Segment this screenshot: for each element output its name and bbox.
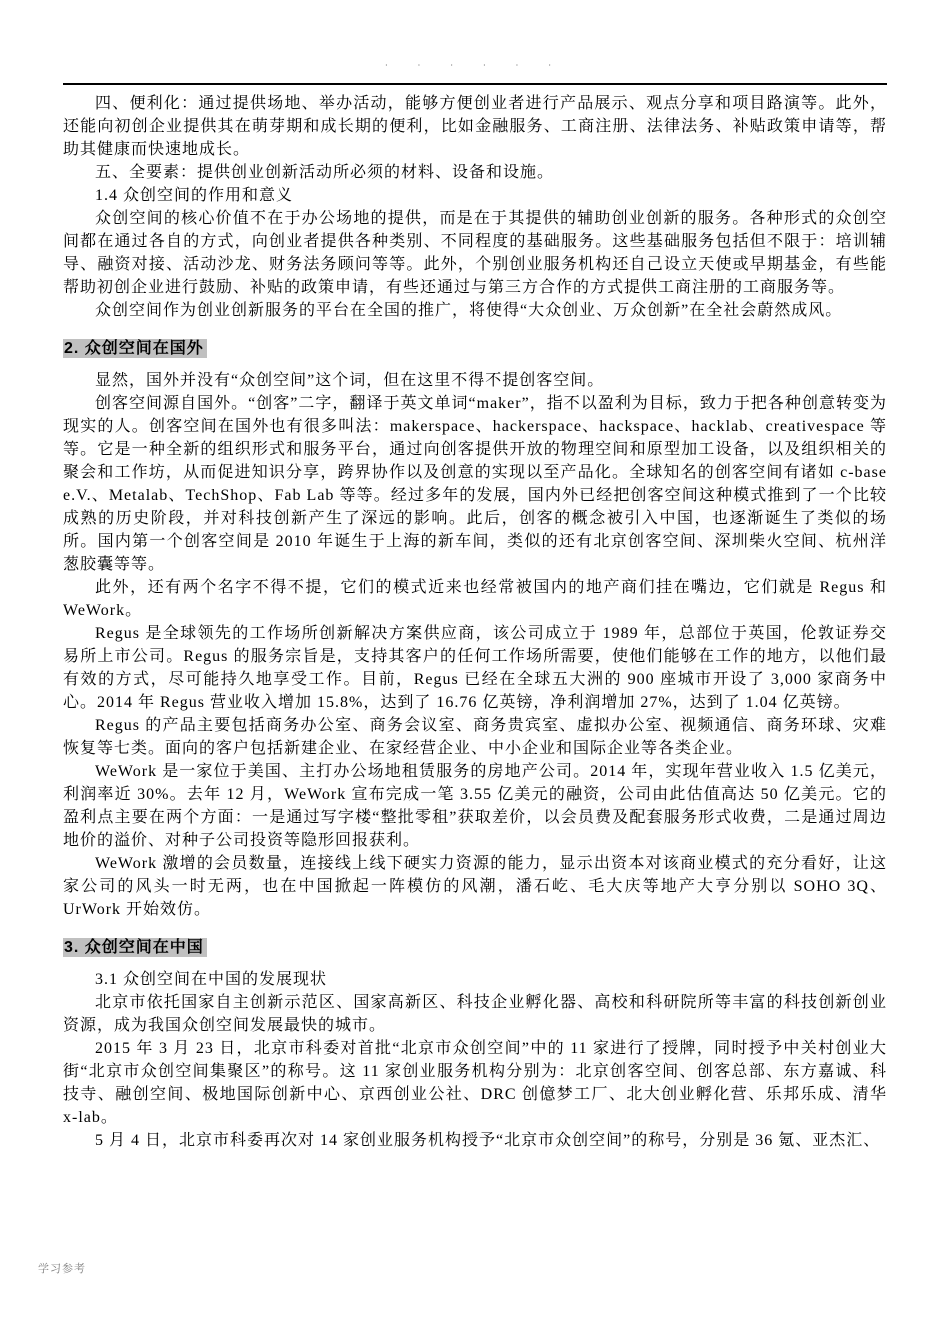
paragraph: 众创空间作为创业创新服务的平台在全国的推广，将使得“大众创业、万众创新”在全社会蔚然成风。 (95, 302, 843, 319)
paragraph: Regus 是全球领先的工作场所创新解决方案供应商，该公司成立于 1989 年，总部位于英国，伦敦证券交易所上市公司。Regus 的服务宗旨是，支持其客户的任何工作场所需要，使他们能够在工作的地方，以他们最有效的方式，尽可能持久地享受工作。目前，Regus 已经在全球五大洲的 900 座城市开设了 3,000 家商务中心。2014 年 Regus 营业收入增加 15.8%，达到了 16.76 亿英镑，净利润增加 27%，达到了 1.04 亿英镑。 (63, 625, 887, 711)
header-rule-divider (63, 83, 887, 85)
page-footer: 学习参考 (38, 1263, 86, 1275)
heading-highlight: 3. 众创空间在中国 (63, 938, 207, 957)
paragraph: Regus 的产品主要包括商务办公室、商务会议室、商务贵宾室、虚拟办公室、视频通信、商务环球、灾难恢复等七类。面向的客户包括新建企业、在家经营企业、中小企业和国际企业等各类企业。 (63, 717, 887, 757)
paragraph: 5 月 4 日，北京市科委再次对 14 家创业服务机构授予“北京市众创空间”的称号，分别是 36 氪、亚杰汇、 (95, 1132, 881, 1149)
paragraph: WeWork 是一家位于美国、主打办公场地租赁服务的房地产公司。2014 年，实现年营业收入 1.5 亿美元，利润率近 30%。去年 12 月，WeWork 宣布完成一笔 3.55 亿美元的融资，公司由此估值高达 50 亿美元。它的盈利点主要在两个方面：一是通过写字楼“整批零租”获取差价，以会员费及配套服务形式收费，二是通过周边地价的溢价、对种子公司投资等隐形回报获利。 (63, 763, 887, 849)
heading-highlight: 2. 众创空间在国外 (63, 339, 207, 358)
paragraph: 3.1 众创空间在中国的发展现状 (95, 971, 328, 988)
page-header-text: · · · · · · (385, 61, 565, 70)
paragraph: 众创空间的核心价值不在于办公场地的提供，而是在于其提供的辅助创业创新的服务。各种形式的众创空间都在通过各自的方式，向创业者提供各种类别、不同程度的基础服务。这些基础服务包括但不限于：培训辅导、融资对接、活动沙龙、财务法务顾问等等。此外，个别创业服务机构还自己设立天使或早期基金，有些能帮助初创企业进行鼓励、补贴的政策申请，有些还通过与第三方合作的方式提供工商注册的工商服务等。 (63, 210, 887, 296)
section-heading (63, 337, 887, 360)
paragraph: 北京市依托国家自主创新示范区、国家高新区、科技企业孵化器、高校和科研院所等丰富的科技创新创业资源，成为我国众创空间发展最快的城市。 (63, 994, 887, 1034)
paragraph: 显然，国外并没有“众创空间”这个词，但在这里不得不提创客空间。 (95, 372, 605, 389)
paragraph: 四、便利化：通过提供场地、举办活动，能够方便创业者进行产品展示、观点分享和项目路演等。此外，还能向初创企业提供其在萌芽期和成长期的便利，比如金融服务、工商注册、法律法务、补贴政策申请等，帮助其健康而快速地成长。 (63, 95, 887, 158)
paragraph: 五、全要素：提供创业创新活动所必须的材料、设备和设施。 (95, 164, 555, 181)
paragraph: 2015 年 3 月 23 日，北京市科委对首批“北京市众创空间”中的 11 家进行了授牌，同时授予中关村创业大街“北京市众创空间集聚区”的称号。这 11 家创业服务机构分别为：北京创客空间、创客总部、东方嘉诚、科技寺、融创空间、极地国际创新中心、京西创业公社、DRC 创億梦工厂、北大创业孵化营、乐邦乐成、清华 x-lab。 (63, 1040, 887, 1126)
paragraph: 1.4 众创空间的作用和意义 (95, 187, 294, 204)
section-heading (63, 936, 887, 959)
document-content (63, 92, 887, 1152)
paragraph: WeWork 激增的会员数量，连接线上线下硬实力资源的能力，显示出资本对该商业模式的充分看好，让这家公司的风头一时无两，也在中国掀起一阵模仿的风潮，潘石屹、毛大庆等地产大亨分别以 SOHO 3Q、UrWork 开始效仿。 (63, 855, 887, 918)
paragraph: 此外，还有两个名字不得不提，它们的模式近来也经常被国内的地产商们挂在嘴边，它们就是 Regus 和 WeWork。 (63, 579, 887, 619)
paragraph: 创客空间源自国外。“创客”二字，翻译于英文单词“maker”，指不以盈利为目标，致力于把各种创意转变为现实的人。创客空间在国外也有很多叫法：makerspace、hackerspace、hackspace、hacklab、creativespace 等等。它是一种全新的组织形式和服务平台，通过向创客提供开放的物理空间和原型加工设备，以及组织相关的聚会和工作坊，从而促进知识分享，跨界协作以及创意的实现以至产品化。全球知名的创客空间有诸如 c-base e.V.、Metalab、TechShop、Fab Lab 等等。经过多年的发展，国内外已经把创客空间这种模式推到了一个比较成熟的历史阶段，并对科技创新产生了深远的影响。此后，创客的概念被引入中国，也逐渐诞生了类似的场所。国内第一个创客空间是 2010 年诞生于上海的新车间，类似的还有北京创客空间、深圳柴火空间、杭州洋葱胶囊等等。 (63, 395, 887, 573)
